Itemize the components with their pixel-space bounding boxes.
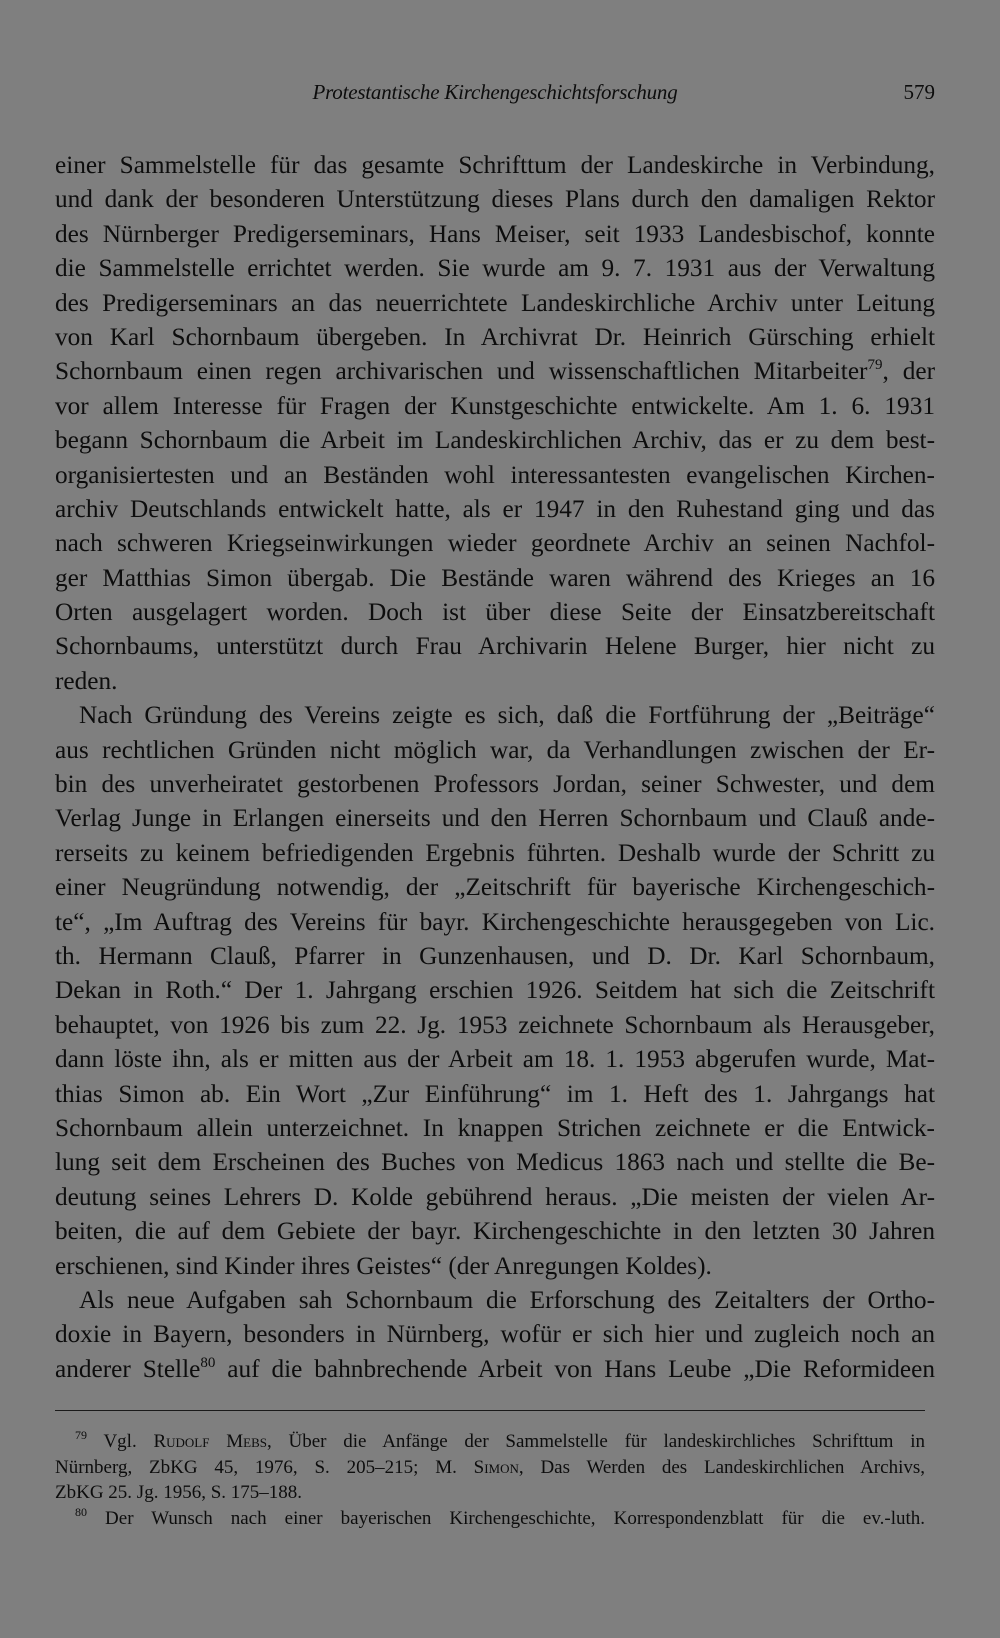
footnotes: [55, 1429, 925, 1531]
text-line: die Sammelstelle errichtet werden. Sie wurde am 9. 7. 1931 aus der Verwaltung: [55, 254, 935, 283]
text-segment: auf die bahnbrechende Arbeit von Hans Leube „Die Reformideen: [215, 1354, 936, 1383]
text-line: aus rechtlichen Gründen nicht möglich war, da Verhandlungen zwischen der Er-: [55, 735, 935, 764]
author-name: Rudolf Mebs: [153, 1431, 267, 1452]
text-segment: Schornbaum einen regen archivarischen und wissenschaftlichen Mitarbeiter: [55, 357, 868, 386]
text-line: Schornbaums, unterstützt durch Frau Archivarin Helene Burger, hier nicht zu: [55, 632, 935, 661]
text-line: deutung seines Lehrers D. Kolde gebührend heraus. „Die meisten der vielen Ar-: [55, 1182, 935, 1211]
footnote-text: Nürnberg, ZbKG 45, 1976, S. 205–215; M.: [55, 1456, 474, 1478]
text-line: doxie in Bayern, besonders in Nürnberg, wofür er sich hier und zugleich noch an: [55, 1320, 935, 1349]
text-line: von Karl Schornbaum übergeben. In Archivrat Dr. Heinrich Gürsching erhielt: [55, 322, 935, 351]
text-line: ger Matthias Simon übergab. Die Bestände waren während des Krieges an 16: [55, 563, 935, 592]
text-line: Orten ausgelagert worden. Doch ist über diese Seite der Einsatzbereitschaft: [55, 598, 935, 627]
text-line: te“, „Im Auftrag des Vereins für bayr. Kirchengeschichte herausgegeben von Lic.: [55, 907, 935, 936]
footnote-79-line: ZbKG 25. Jg. 1956, S. 175–188.: [55, 1482, 303, 1503]
text-line: Als neue Aufgaben sah Schornbaum die Erforschung des Zeitalters der Ortho-: [79, 1285, 935, 1314]
page-number: 579: [903, 80, 935, 104]
text-line: einer Sammelstelle für das gesamte Schrifttum der Landeskirche in Verbindung,: [55, 151, 935, 179]
footnote-79-line: [55, 1429, 925, 1455]
text-line: und dank der besonderen Unterstützung dieses Plans durch den damaligen Rektor: [55, 185, 935, 214]
text-line: beiten, die auf dem Gebiete der bayr. Kirchengeschichte in den letzten 30 Jahren: [55, 1217, 935, 1246]
text-line: des Nürnberger Predigerseminars, Hans Meiser, seit 1933 Landesbischof, konnte: [55, 219, 935, 248]
text-line: vor allem Interesse für Fragen der Kunstgeschichte entwickelte. Am 1. 6. 1931: [55, 391, 935, 420]
text-line: dann löste ihn, als er mitten aus der Arbeit am 18. 1. 1953 abgerufen wurde, Mat-: [55, 1045, 935, 1074]
text-line: [55, 1352, 935, 1386]
text-line: rerseits zu keinem befriedigenden Ergebnis führten. Deshalb wurde der Schritt zu: [55, 838, 935, 867]
text-line: des Predigerseminars an das neuerrichtete Landeskirchliche Archiv unter Leitung: [55, 288, 935, 317]
text-line: archiv Deutschlands entwickelt hatte, als er 1947 in den Ruhestand ging und das: [55, 494, 935, 523]
text-segment: anderer Stelle: [55, 1354, 201, 1383]
footnote-text: , Über die Anfänge der Sammelstelle für landeskirchliches Schrifttum in: [267, 1431, 925, 1452]
author-name: Simon: [473, 1456, 519, 1478]
text-line: behauptet, von 1926 bis zum 22. Jg. 1953 zeichnete Schornbaum als Herausgeber,: [55, 1010, 935, 1039]
text-line: [55, 354, 935, 388]
footnote-text: Vgl.: [103, 1431, 154, 1452]
footnote-ref-79[interactable]: 79: [867, 357, 883, 374]
text-line: th. Hermann Clauß, Pfarrer in Gunzenhausen, und D. Dr. Karl Schornbaum,: [55, 941, 935, 970]
running-title: Protestantische Kirchengeschichtsforschung: [312, 80, 678, 104]
footnote-marker: 79: [75, 1428, 87, 1442]
text-line: reden.: [55, 666, 118, 695]
footnote-rule: [55, 1410, 925, 1411]
text-line: Nach Gründung des Vereins zeigte es sich, daß die Fortführung der „Beiträge“: [79, 701, 935, 730]
text-line: lung seit dem Erscheinen des Buches von Medicus 1863 nach und stellte die Be-: [55, 1148, 935, 1177]
text-line: einer Neugründung notwendig, der „Zeitschrift für bayerische Kirchengeschich-: [55, 873, 935, 902]
text-line: thias Simon ab. Ein Wort „Zur Einführung“ im 1. Heft des 1. Jahrgangs hat: [55, 1079, 935, 1108]
text-line: bin des unverheiratet gestorbenen Professors Jordan, seiner Schwester, und dem: [55, 770, 935, 799]
text-line: Dekan in Roth.“ Der 1. Jahrgang erschien 1926. Seitdem hat sich die Zeitschrift: [55, 976, 935, 1005]
running-head: [55, 80, 935, 110]
footnote-80-line: [55, 1506, 925, 1532]
text-line: Verlag Junge in Erlangen einerseits und den Herren Schornbaum und Clauß ande-: [55, 804, 935, 833]
footnote-text: Der Wunsch nach einer bayerischen Kirchengeschichte, Korrespondenzblatt für die ev.-luth.: [87, 1507, 925, 1529]
footnote-marker: 80: [75, 1504, 87, 1519]
text-line: begann Schornbaum die Arbeit im Landeskirchlichen Archiv, das er zu dem best-: [55, 426, 935, 455]
footnote-79-line: [55, 1455, 925, 1481]
text-line: erschienen, sind Kinder ihres Geistes“ (der Anregungen Koldes).: [55, 1251, 712, 1280]
text-line: organisiertesten und an Beständen wohl interessantesten evangelischen Kirchen-: [55, 460, 935, 489]
text-line: nach schweren Kriegseinwirkungen wieder geordnete Archiv an seinen Nachfol-: [55, 529, 935, 558]
footnote-ref-80[interactable]: 80: [200, 1354, 216, 1371]
text-segment: , der: [882, 357, 936, 386]
text-line: Schornbaum allein unterzeichnet. In knappen Strichen zeichnete er die Entwick-: [55, 1113, 935, 1142]
footnote-text: , Das Werden des Landeskirchlichen Archivs,: [518, 1456, 925, 1478]
body-text: [55, 148, 935, 1386]
